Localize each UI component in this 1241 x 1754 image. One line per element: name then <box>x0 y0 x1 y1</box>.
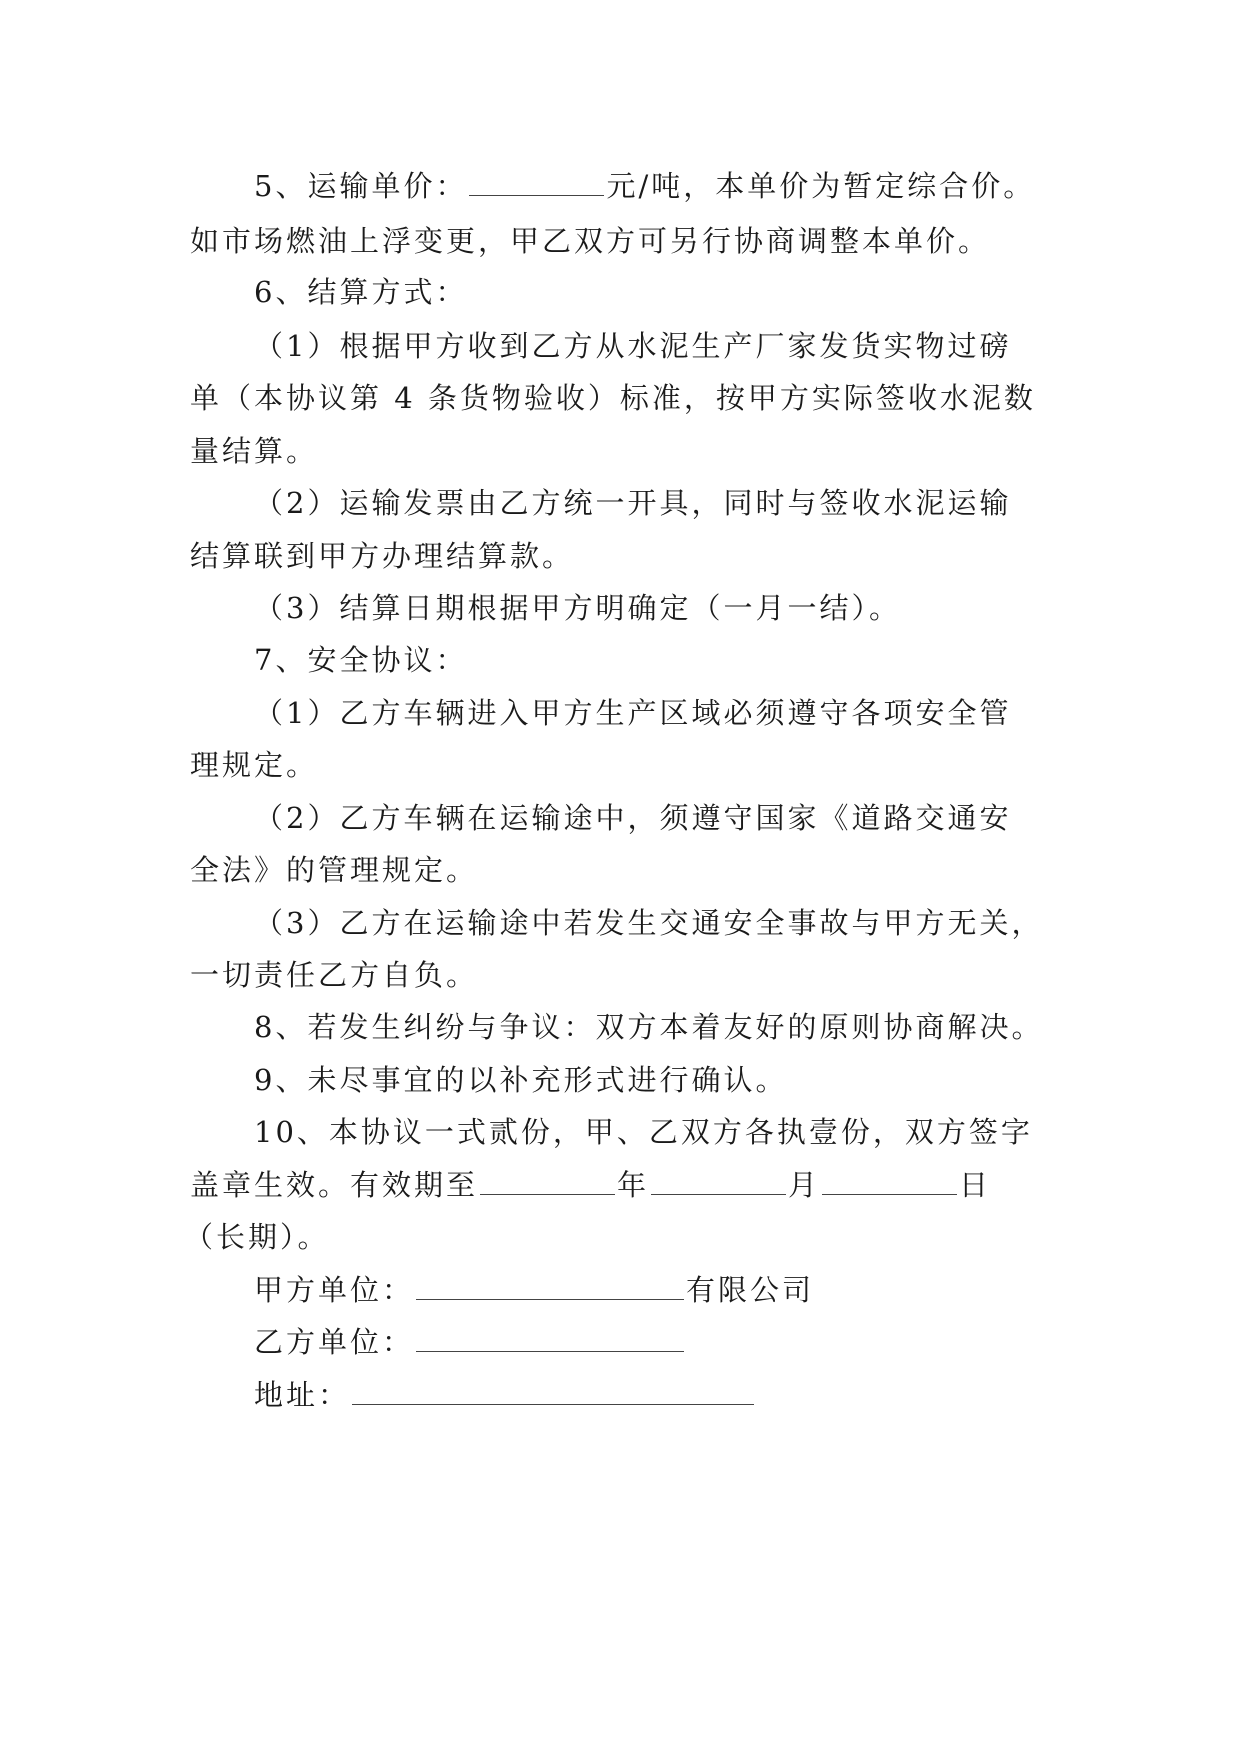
clause-7-heading <box>254 640 467 680</box>
fill-blank-year[interactable] <box>480 1168 615 1195</box>
text-segment: 9、未尽事宜的以补充形式进行确认。 <box>254 1063 788 1097</box>
clause-10 <box>254 1112 1033 1152</box>
fill-blank-unit-price[interactable] <box>469 169 604 196</box>
clause-6-item-1 <box>254 326 1011 366</box>
text-segment: （1）根据甲方收到乙方从水泥生产厂家发货实物过磅 <box>254 329 1012 363</box>
clause-7-item-1-continuation <box>190 745 318 785</box>
clause-7-item-1 <box>254 693 1011 733</box>
clause-7-item-2-continuation <box>190 850 478 890</box>
clause-6-item-2-continuation <box>190 536 574 576</box>
fill-blank-day[interactable] <box>822 1168 957 1195</box>
text-segment: （1）乙方车辆进入甲方生产区域必须遵守各项安全管 <box>254 696 1012 730</box>
clause-7-item-3-continuation <box>190 955 478 995</box>
text-segment: 年 <box>617 1168 650 1202</box>
text-segment: 结算联到甲方办理结算款。 <box>190 539 575 573</box>
clause-5-continuation <box>190 221 990 261</box>
clause-6-item-1-continuation <box>190 431 318 471</box>
text-segment: 有限公司 <box>686 1273 815 1307</box>
fill-blank-month[interactable] <box>651 1168 786 1195</box>
text-segment: 一切责任乙方自负。 <box>190 958 479 992</box>
party-a-label: 甲方单位： <box>254 1273 415 1307</box>
clause-9 <box>254 1060 787 1100</box>
clause-8 <box>254 1007 1043 1047</box>
clause-5-price-line <box>254 166 1035 206</box>
text-segment: （2）运输发票由乙方统一开具，同时与签收水泥运输 <box>254 486 1012 520</box>
clause-6-item-3 <box>254 588 901 628</box>
text-segment: 元/吨，本单价为暂定综合价。 <box>606 169 1036 203</box>
text-segment: 6、结算方式： <box>254 275 468 309</box>
party-a-unit-field[interactable] <box>416 1273 684 1300</box>
party-b-unit-line <box>254 1322 686 1362</box>
text-segment: 量结算。 <box>190 434 319 468</box>
party-a-unit-line <box>254 1270 814 1310</box>
text-segment: 单（本协议第 4 条货物验收）标准，按甲方实际签收水泥数 <box>190 381 1036 415</box>
clause-6-item-2 <box>254 483 1011 523</box>
text-segment: （2）乙方车辆在运输途中，须遵守国家《道路交通安 <box>254 801 1012 835</box>
text-segment: 8、若发生纠纷与争议：双方本着友好的原则协商解决。 <box>254 1010 1044 1044</box>
text-segment: （3）乙方在运输途中若发生交通安全事故与甲方无关， <box>254 906 1044 940</box>
address-field[interactable] <box>352 1378 754 1405</box>
party-b-label: 乙方单位： <box>254 1325 415 1359</box>
text-segment: 7、安全协议： <box>254 643 468 677</box>
text-segment: 5、运输单价： <box>254 169 468 203</box>
address-line <box>254 1375 756 1415</box>
text-segment: 月 <box>788 1168 821 1202</box>
clause-10-continuation <box>184 1217 330 1257</box>
address-label: 地址： <box>254 1378 351 1412</box>
text-segment: 盖章生效。有效期至 <box>190 1168 479 1202</box>
text-segment: 理规定。 <box>190 748 319 782</box>
text-segment: 10、本协议一式贰份，甲、乙双方各执壹份，双方签字 <box>254 1115 1033 1149</box>
text-segment: 全法》的管理规定。 <box>190 853 479 887</box>
text-segment: 如市场燃油上浮变更，甲乙双方可另行协商调整本单价。 <box>190 224 991 258</box>
party-b-unit-field[interactable] <box>416 1325 684 1352</box>
clause-7-item-2 <box>254 798 1011 838</box>
clause-10-validity-line <box>190 1165 991 1205</box>
clause-6-item-1-continuation <box>190 378 1036 418</box>
clause-6-heading <box>254 272 467 312</box>
text-segment: （长期）。 <box>184 1220 330 1254</box>
text-segment: （3）结算日期根据甲方明确定（一月一结）。 <box>254 591 901 625</box>
clause-7-item-3 <box>254 903 1043 943</box>
text-segment: 日 <box>959 1168 992 1202</box>
